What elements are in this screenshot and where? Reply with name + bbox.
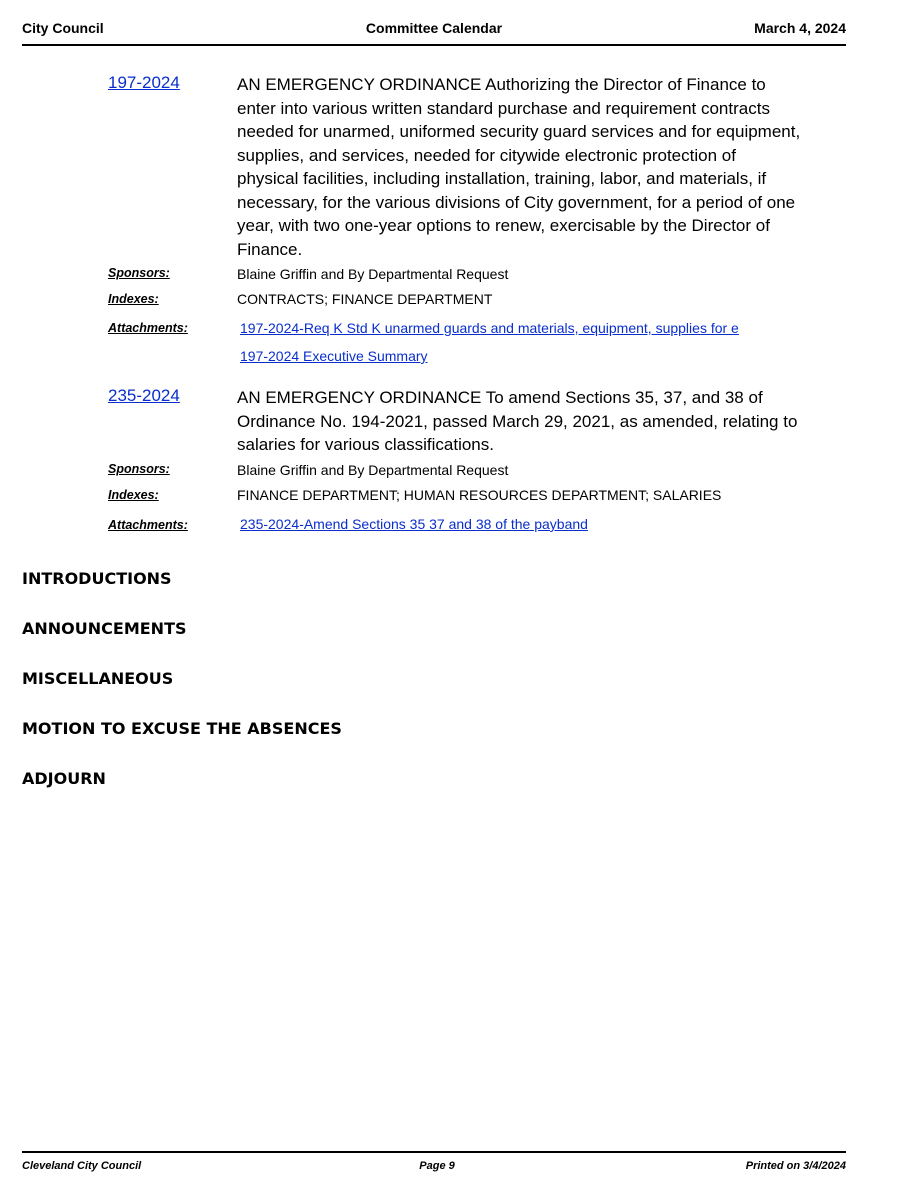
section-introductions: INTRODUCTIONS bbox=[22, 569, 172, 588]
attachment-link[interactable]: 197-2024-Req K Std K unarmed guards and materials, equipment, supplies for e bbox=[240, 320, 739, 336]
indexes-value: FINANCE DEPARTMENT; HUMAN RESOURCES DEPARTMENT; SALARIES bbox=[237, 487, 722, 503]
footer-print-date: Printed on 3/4/2024 bbox=[745, 1160, 846, 1172]
item-title: AN EMERGENCY ORDINANCE Authorizing the Director of Finance to enter into various written standard purchase and requirement contracts needed for unarmed, uniformed security guard services and for equipment, supplies, and services, needed for citywide electronic protection of physical facilities, including installation, training, labor, and materials, if necessary, for the various divisions of City government, for a period of one year, with two one-year options to renew, exercisable by the Director of Finance. bbox=[237, 75, 801, 259]
section-miscellaneous: MISCELLANEOUS bbox=[22, 669, 174, 688]
header-organization: City Council bbox=[22, 20, 104, 36]
attachment-link[interactable]: 235-2024-Amend Sections 35 37 and 38 of the payband bbox=[240, 516, 588, 532]
sponsors-value: Blaine Griffin and By Departmental Request bbox=[237, 266, 509, 282]
header-document-title: Committee Calendar bbox=[365, 20, 503, 36]
indexes-label: Indexes: bbox=[108, 488, 159, 502]
section-motion-excuse-absences: MOTION TO EXCUSE THE ABSENCES bbox=[22, 719, 342, 738]
indexes-value: CONTRACTS; FINANCE DEPARTMENT bbox=[237, 291, 493, 307]
calendar-item bbox=[108, 386, 808, 536]
sponsors-value: Blaine Griffin and By Departmental Request bbox=[237, 462, 509, 478]
attachment-link[interactable]: 197-2024 Executive Summary bbox=[240, 348, 428, 364]
footer-divider bbox=[22, 1151, 846, 1153]
header-divider bbox=[22, 44, 846, 46]
file-number-link[interactable]: 235-2024 bbox=[108, 386, 180, 405]
sponsors-label: Sponsors: bbox=[108, 462, 170, 476]
calendar-item bbox=[108, 73, 808, 373]
attachments-label: Attachments: bbox=[108, 518, 188, 532]
header-date: March 4, 2024 bbox=[754, 20, 846, 36]
attachments-label: Attachments: bbox=[108, 321, 188, 335]
footer-page-number: Page 9 bbox=[419, 1160, 455, 1172]
section-adjourn: ADJOURN bbox=[22, 769, 106, 788]
file-number-link[interactable]: 197-2024 bbox=[108, 73, 180, 92]
item-title: AN EMERGENCY ORDINANCE To amend Sections 35, 37, and 38 of Ordinance No. 194-2021, passed March 29, 2021, as amended, relating to salaries for various classifications. bbox=[237, 388, 798, 454]
sponsors-label: Sponsors: bbox=[108, 266, 170, 280]
footer-organization: Cleveland City Council bbox=[22, 1160, 142, 1172]
section-announcements: ANNOUNCEMENTS bbox=[22, 619, 187, 638]
page-header bbox=[22, 20, 846, 38]
page-footer bbox=[22, 1160, 846, 1176]
indexes-label: Indexes: bbox=[108, 292, 159, 306]
